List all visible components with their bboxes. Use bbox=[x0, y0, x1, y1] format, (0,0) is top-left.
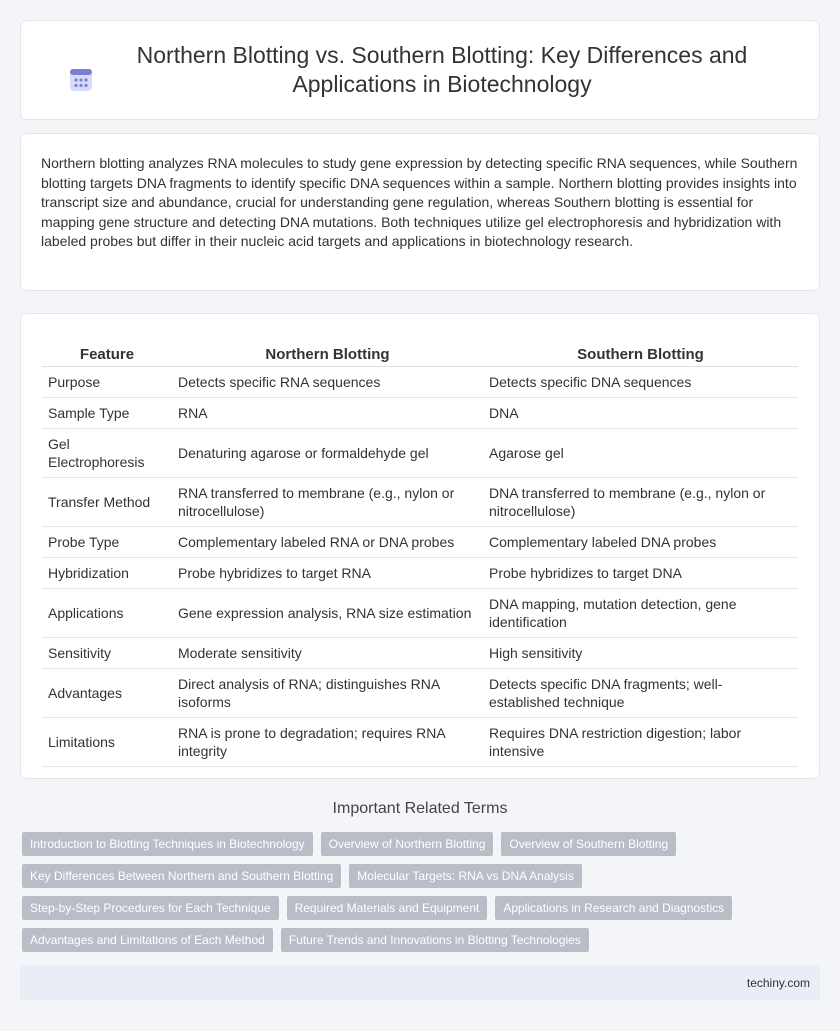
footer bbox=[20, 966, 820, 1000]
row-feature: Probe Type bbox=[42, 526, 172, 557]
table-row bbox=[42, 557, 798, 588]
table-row bbox=[42, 366, 798, 397]
page-title: Northern Blotting vs. Southern Blotting: Key Differences and Applications in Biotechnology bbox=[136, 42, 748, 97]
row-northern: RNA is prone to degradation; requires RNA integrity bbox=[172, 717, 483, 766]
row-northern: Probe hybridizes to target RNA bbox=[172, 557, 483, 588]
related-term-tag[interactable]: Introduction to Blotting Techniques in Biotechnology bbox=[22, 832, 313, 856]
comparison-table bbox=[42, 334, 798, 767]
row-southern: Detects specific DNA sequences bbox=[483, 366, 798, 397]
table-header-row bbox=[42, 334, 798, 366]
row-feature: Applications bbox=[42, 588, 172, 637]
related-term-tag[interactable]: Required Materials and Equipment bbox=[287, 896, 488, 920]
row-northern: Moderate sensitivity bbox=[172, 637, 483, 668]
row-southern: Complementary labeled DNA probes bbox=[483, 526, 798, 557]
row-northern: Gene expression analysis, RNA size estimation bbox=[172, 588, 483, 637]
row-northern: RNA transferred to membrane (e.g., nylon or nitrocellulose) bbox=[172, 477, 483, 526]
row-northern: Direct analysis of RNA; distinguishes RNA isoforms bbox=[172, 668, 483, 717]
tag-row bbox=[22, 864, 822, 888]
tag-row bbox=[22, 832, 822, 856]
table-row bbox=[42, 668, 798, 717]
related-term-tag[interactable]: Overview of Northern Blotting bbox=[321, 832, 494, 856]
row-feature: Sample Type bbox=[42, 397, 172, 428]
row-southern: DNA bbox=[483, 397, 798, 428]
row-southern: Requires DNA restriction digestion; labor intensive bbox=[483, 717, 798, 766]
table-row bbox=[42, 637, 798, 668]
tag-row bbox=[22, 928, 822, 952]
header-northern: Northern Blotting bbox=[172, 334, 483, 366]
related-terms-tags bbox=[22, 832, 822, 960]
table-row bbox=[42, 588, 798, 637]
row-southern: High sensitivity bbox=[483, 637, 798, 668]
header-feature: Feature bbox=[42, 334, 172, 366]
row-southern: Probe hybridizes to target DNA bbox=[483, 557, 798, 588]
row-feature: Sensitivity bbox=[42, 637, 172, 668]
table-row bbox=[42, 428, 798, 477]
related-term-tag[interactable]: Applications in Research and Diagnostics bbox=[495, 896, 732, 920]
row-northern: Detects specific RNA sequences bbox=[172, 366, 483, 397]
related-terms-title: Important Related Terms bbox=[332, 800, 508, 817]
summary-text: Northern blotting analyzes RNA molecules to study gene expression by detecting specific RNA sequences, while Southern blotting targets DNA fragments to identify specific DNA sequences within a sample. Northern blotting provides insights into transcript size and abundance, crucial for understanding gene regulation, whereas Southern blotting is essential for mapping gene structure and detecting DNA mutations. Both techniques utilize gel electrophoresis and hybridization with labeled probes but differ in their nucleic acid targets and applications in biotechnology research. bbox=[41, 155, 798, 249]
row-feature: Hybridization bbox=[42, 557, 172, 588]
table-row bbox=[42, 477, 798, 526]
row-feature: Limitations bbox=[42, 717, 172, 766]
header-southern: Southern Blotting bbox=[483, 334, 798, 366]
row-northern: Complementary labeled RNA or DNA probes bbox=[172, 526, 483, 557]
row-feature: Advantages bbox=[42, 668, 172, 717]
title-card bbox=[20, 20, 820, 120]
table-row bbox=[42, 397, 798, 428]
table-row bbox=[42, 526, 798, 557]
summary-card bbox=[20, 133, 820, 291]
document-icon bbox=[68, 67, 94, 93]
row-northern: RNA bbox=[172, 397, 483, 428]
related-term-tag[interactable]: Molecular Targets: RNA vs DNA Analysis bbox=[349, 864, 582, 888]
row-northern: Denaturing agarose or formaldehyde gel bbox=[172, 428, 483, 477]
row-southern: DNA mapping, mutation detection, gene identification bbox=[483, 588, 798, 637]
footer-site-link[interactable]: techiny.com bbox=[746, 976, 810, 990]
row-southern: Agarose gel bbox=[483, 428, 798, 477]
related-term-tag[interactable]: Key Differences Between Northern and Southern Blotting bbox=[22, 864, 341, 888]
row-feature: Purpose bbox=[42, 366, 172, 397]
tag-row bbox=[22, 896, 822, 920]
row-southern: Detects specific DNA fragments; well-established technique bbox=[483, 668, 798, 717]
table-row bbox=[42, 717, 798, 766]
related-term-tag[interactable]: Overview of Southern Blotting bbox=[501, 832, 676, 856]
related-term-tag[interactable]: Step-by-Step Procedures for Each Technique bbox=[22, 896, 279, 920]
row-feature: Gel Electrophoresis bbox=[42, 428, 172, 477]
comparison-table-card bbox=[20, 313, 820, 779]
row-southern: DNA transferred to membrane (e.g., nylon or nitrocellulose) bbox=[483, 477, 798, 526]
related-term-tag[interactable]: Future Trends and Innovations in Blotting Technologies bbox=[281, 928, 589, 952]
related-term-tag[interactable]: Advantages and Limitations of Each Method bbox=[22, 928, 273, 952]
row-feature: Transfer Method bbox=[42, 477, 172, 526]
title-wrap bbox=[60, 41, 780, 99]
